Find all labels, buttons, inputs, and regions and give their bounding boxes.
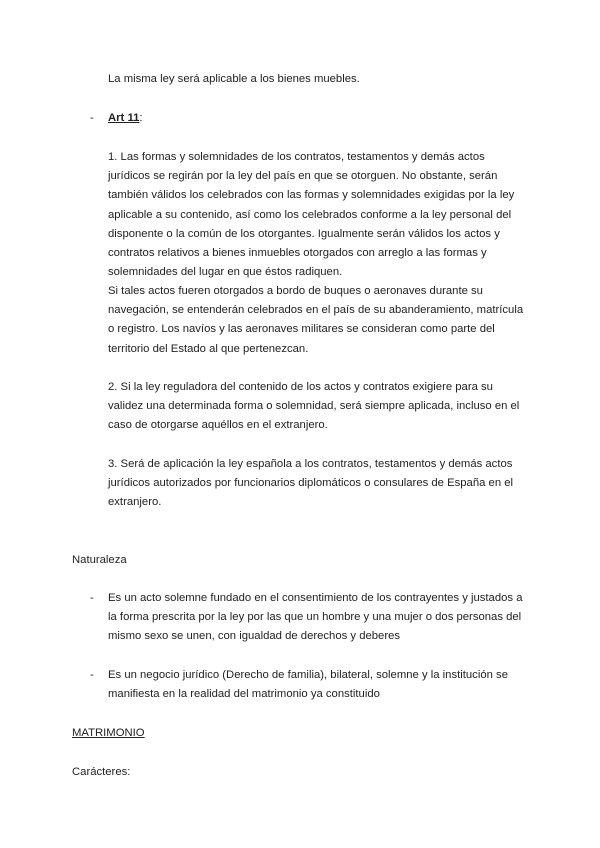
naturaleza-dash-2: - — [90, 669, 94, 681]
naturaleza-item-1: Es un acto solemne fundado en el consentimiento de los contrayentes y justados a la forma prescrita por la ley por las que un hombre y una mujer o dos personas del mismo sexo se unen, con igualdad de derechos y deberes — [108, 592, 523, 643]
naturaleza-item-2: Es un negocio jurídico (Derecho de familia), bilateral, solemne y la institución se manifiesta en la realidad del matrimonio ya constituido — [108, 669, 508, 701]
art11-heading-suffix: : — [139, 112, 143, 124]
art11-heading — [108, 109, 143, 128]
naturaleza-heading: Naturaleza — [72, 554, 127, 566]
caracteres-heading: Carácteres: — [72, 766, 131, 778]
art11-paragraph-1b: Si tales actos fueren otorgados a bordo de buques o aeronaves durante su navegación, se entenderán celebrados en el país de su abanderamiento, matrícula o registro. Los navíos y las aeronaves militares se consideran como parte del territorio del Estado al que pertenezcan. — [108, 285, 524, 355]
art11-paragraph-1: 1. Las formas y solemnidades de los contratos, testamentos y demás actos jurídicos se regirán por la ley del país en que se otorguen. No obstante, serán también válidos los celebrados con las formas y solemnidades exigidas por la ley aplicable a su contenido, así como los celebrados conforme a la ley personal del disponente o la común de los otorgantes. Igualmente serán válidos los actos y contratos relativos a bienes inmuebles otorgados con arreglo a las formas y solemnidades del lugar en que éstos radiquen. — [108, 151, 515, 279]
matrimonio-heading: MATRIMONIO — [72, 727, 145, 739]
naturaleza-dash-1: - — [90, 592, 94, 604]
art11-paragraph-3: 3. Será de aplicación la ley española a los contratos, testamentos y demás actos jurídicos autorizados por funcionarios diplomáticos o consulares de España en el extranjero. — [108, 458, 514, 509]
art11-heading-text: Art 11 — [108, 112, 140, 124]
art11-dash: - — [90, 112, 94, 124]
intro-line: La misma ley será aplicable a los bienes muebles. — [108, 73, 360, 85]
art11-paragraph-2: 2. Si la ley reguladora del contenido de los actos y contratos exigiere para su validez una determinada forma o solemnidad, será siempre aplicada, incluso en el caso de otorgarse aquéllos en el extranjero. — [108, 381, 520, 432]
